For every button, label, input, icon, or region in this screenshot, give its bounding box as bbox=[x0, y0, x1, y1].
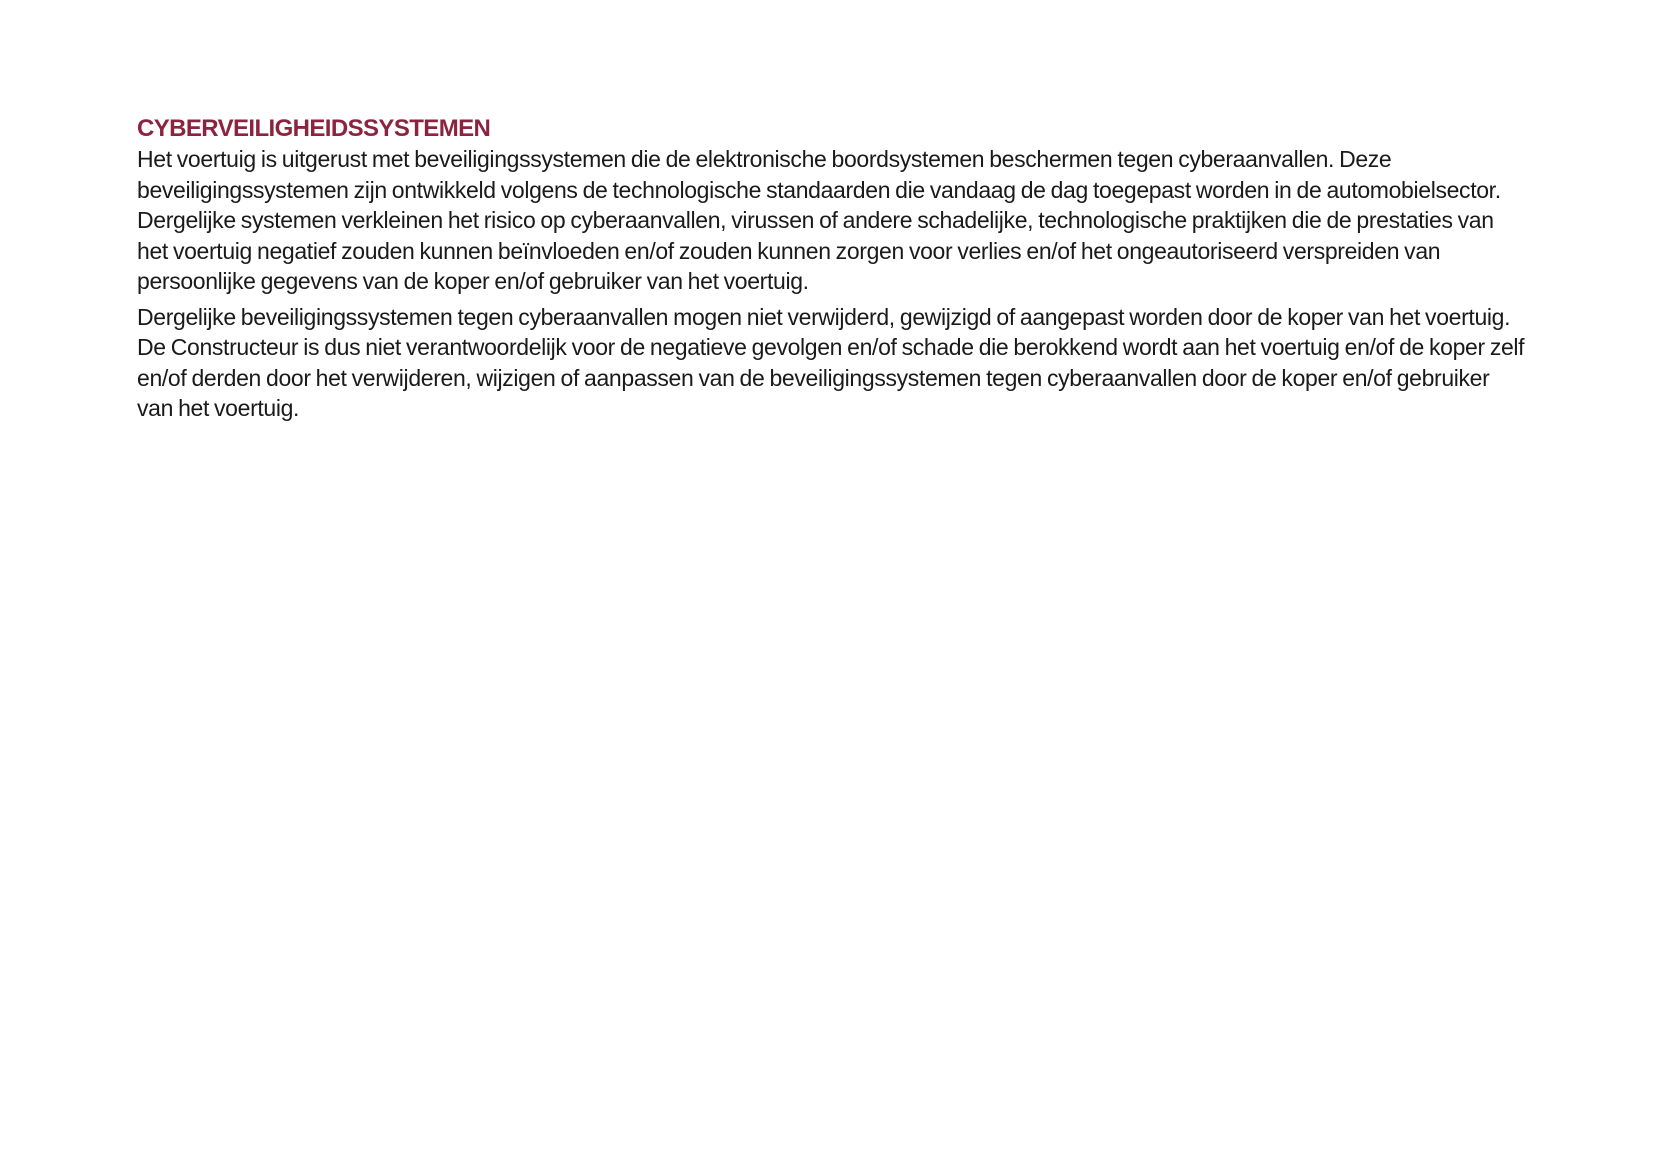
section-paragraph-2: Dergelijke beveiligingssystemen tegen cyberaanvallen mogen niet verwijderd, gewijzigd of aangepast worden door de koper van het voertuig. De Constructeur is dus niet verantwoordelijk voor de negatieve gevolgen en/of schade die berokkend wordt aan het voertuig en/of de koper zelf en/of derden door het verwijderen, wijzigen of aanpassen van de beveiligingssystemen tegen cyberaanvallen door de koper en/of gebruiker van het voertuig. bbox=[137, 303, 1525, 421]
section-paragraph-1: Het voertuig is uitgerust met beveiligingssystemen die de elektronische boordsystemen beschermen tegen cyberaanvallen. Deze beveiligingssystemen zijn ontwikkeld volgens de technologische standaarden die vandaag de dag toegepast worden in de automobielsector. Dergelijke systemen verkleinen het risico op cyberaanvallen, virussen of andere schadelijke, technologische praktijken die de prestaties van het voertuig negatief zouden kunnen beïnvloeden en/of zouden kunnen zorgen voor verlies en/of het ongeautoriseerd verspreiden van persoonlijke gegevens van de koper en/of gebruiker van het voertuig. bbox=[137, 146, 1501, 294]
section-title: CYBERVEILIGHEIDSSYSTEMEN bbox=[137, 115, 491, 142]
cybersecurity-section bbox=[137, 114, 1527, 424]
